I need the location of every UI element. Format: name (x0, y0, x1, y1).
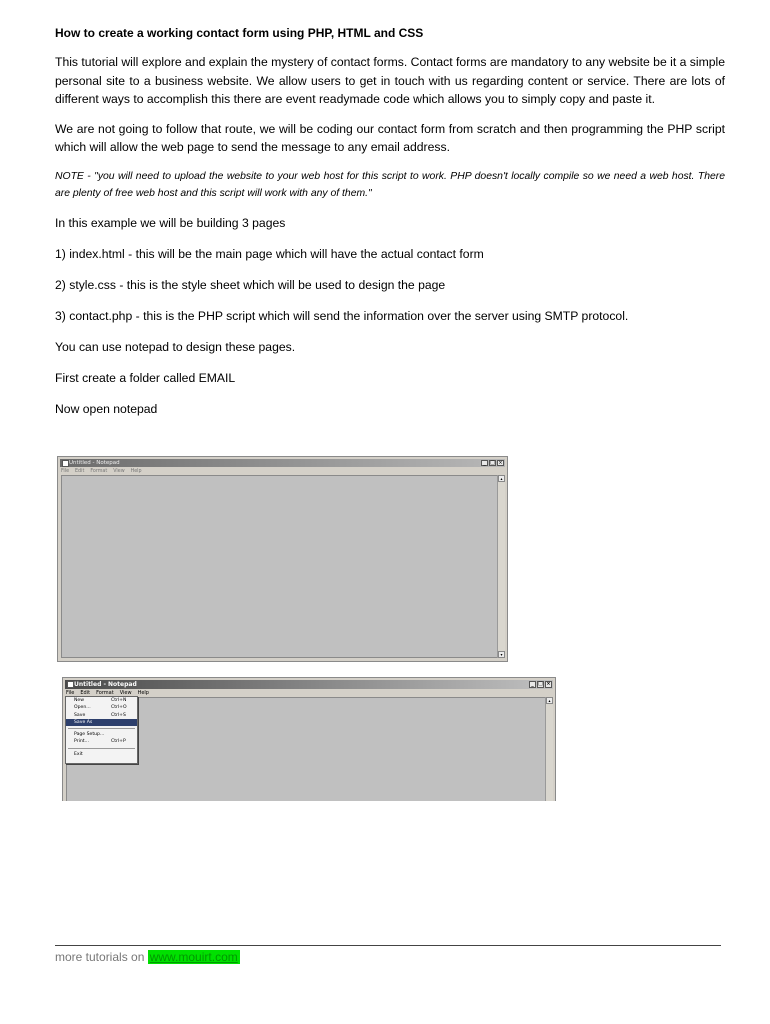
step-index-html: 1) index.html - this will be the main page which will have the actual contact form (55, 246, 484, 261)
close-icon[interactable]: × (498, 460, 503, 466)
footer-divider (55, 945, 721, 946)
approach-paragraph: We are not going to follow that route, we will be coding our contact form from scratch and then programming the PHP script which will allow the web page to send the message to any email address. (55, 121, 725, 154)
menu-item-page-setup[interactable]: Page Setup... (74, 732, 105, 738)
notepad-text-area[interactable] (66, 697, 546, 801)
maximize-icon[interactable]: □ (538, 681, 543, 687)
open-notepad-text: Now open notepad (55, 401, 158, 416)
minimize-icon[interactable]: _ (529, 681, 536, 688)
footer-link[interactable]: www.mouirt.com (149, 950, 238, 964)
vertical-scrollbar[interactable] (497, 475, 505, 658)
notepad-screenshot-file-menu (62, 677, 556, 801)
menu-item-print[interactable]: Print... Ctrl+P (74, 739, 126, 745)
notepad-titlebar (65, 680, 553, 689)
menu-separator (68, 748, 135, 749)
note-paragraph: NOTE - "you will need to upload the website to your web host for this script to work. PHP doesn't locally compile so we need a web host. There are plenty of free web host and this script will work with any of them." (55, 170, 725, 199)
notepad-window-title: Untitled - Notepad (74, 681, 137, 688)
document-body (55, 26, 725, 431)
pages-intro: In this example we will be building 3 pages (55, 215, 286, 230)
menu-separator (68, 728, 135, 729)
close-icon[interactable]: × (546, 681, 551, 687)
scroll-down-icon[interactable]: ▾ (498, 651, 505, 658)
notepad-app-icon (67, 681, 74, 688)
file-menu-dropdown (65, 696, 138, 764)
menu-view[interactable]: View (113, 469, 125, 474)
menu-item-save-as[interactable]: Save As (66, 719, 137, 726)
scroll-up-icon[interactable]: ▴ (498, 475, 505, 482)
notepad-screenshot-empty (57, 456, 508, 662)
menu-edit[interactable]: Edit (80, 690, 91, 696)
notepad-menubar (61, 468, 142, 475)
footer-prefix: more tutorials on (55, 950, 148, 964)
step-style-css: 2) style.css - this is the style sheet which will be used to design the page (55, 277, 446, 292)
minimize-icon[interactable]: _ (481, 460, 488, 466)
menu-edit[interactable]: Edit (75, 469, 85, 474)
notepad-titlebar (60, 459, 505, 467)
menu-help[interactable]: Help (130, 469, 142, 474)
page-title: How to create a working contact form using PHP, HTML and CSS (55, 26, 424, 40)
folder-text: First create a folder called EMAIL (55, 370, 236, 385)
vertical-scrollbar[interactable] (545, 697, 553, 801)
intro-paragraph: This tutorial will explore and explain the mystery of contact forms. Contact forms are mandatory to any website be it a simple personal site to a business website. We allow users to get in touch with us regarding content or service. There are lots of different ways to accomplish this there are event readymade code which allows you to simply copy and paste it. (55, 55, 725, 106)
menu-item-exit[interactable]: Exit (74, 751, 83, 757)
maximize-icon[interactable]: □ (490, 460, 495, 466)
menu-item-save[interactable]: Save Ctrl+S (74, 712, 126, 718)
menu-file[interactable]: File (61, 469, 70, 474)
notepad-app-icon (62, 460, 69, 467)
menu-help[interactable]: Help (137, 690, 149, 696)
menu-item-new[interactable]: New Ctrl+N (74, 698, 127, 703)
scroll-up-icon[interactable]: ▴ (546, 697, 553, 704)
step-contact-php: 3) contact.php - this is the PHP script which will send the information over the server using SMTP protocol. (55, 308, 629, 323)
menu-view[interactable]: View (119, 690, 132, 696)
menu-format[interactable]: Format (90, 469, 108, 474)
notepad-text: You can use notepad to design these pages. (55, 339, 296, 354)
menu-file[interactable]: File (66, 690, 75, 696)
notepad-window-title: Untitled - Notepad (69, 460, 120, 466)
notepad-text-area[interactable] (61, 475, 498, 658)
menu-item-open[interactable]: Open... Ctrl+O (74, 705, 127, 711)
page-footer (55, 950, 240, 964)
menu-format[interactable]: Format (96, 690, 114, 696)
